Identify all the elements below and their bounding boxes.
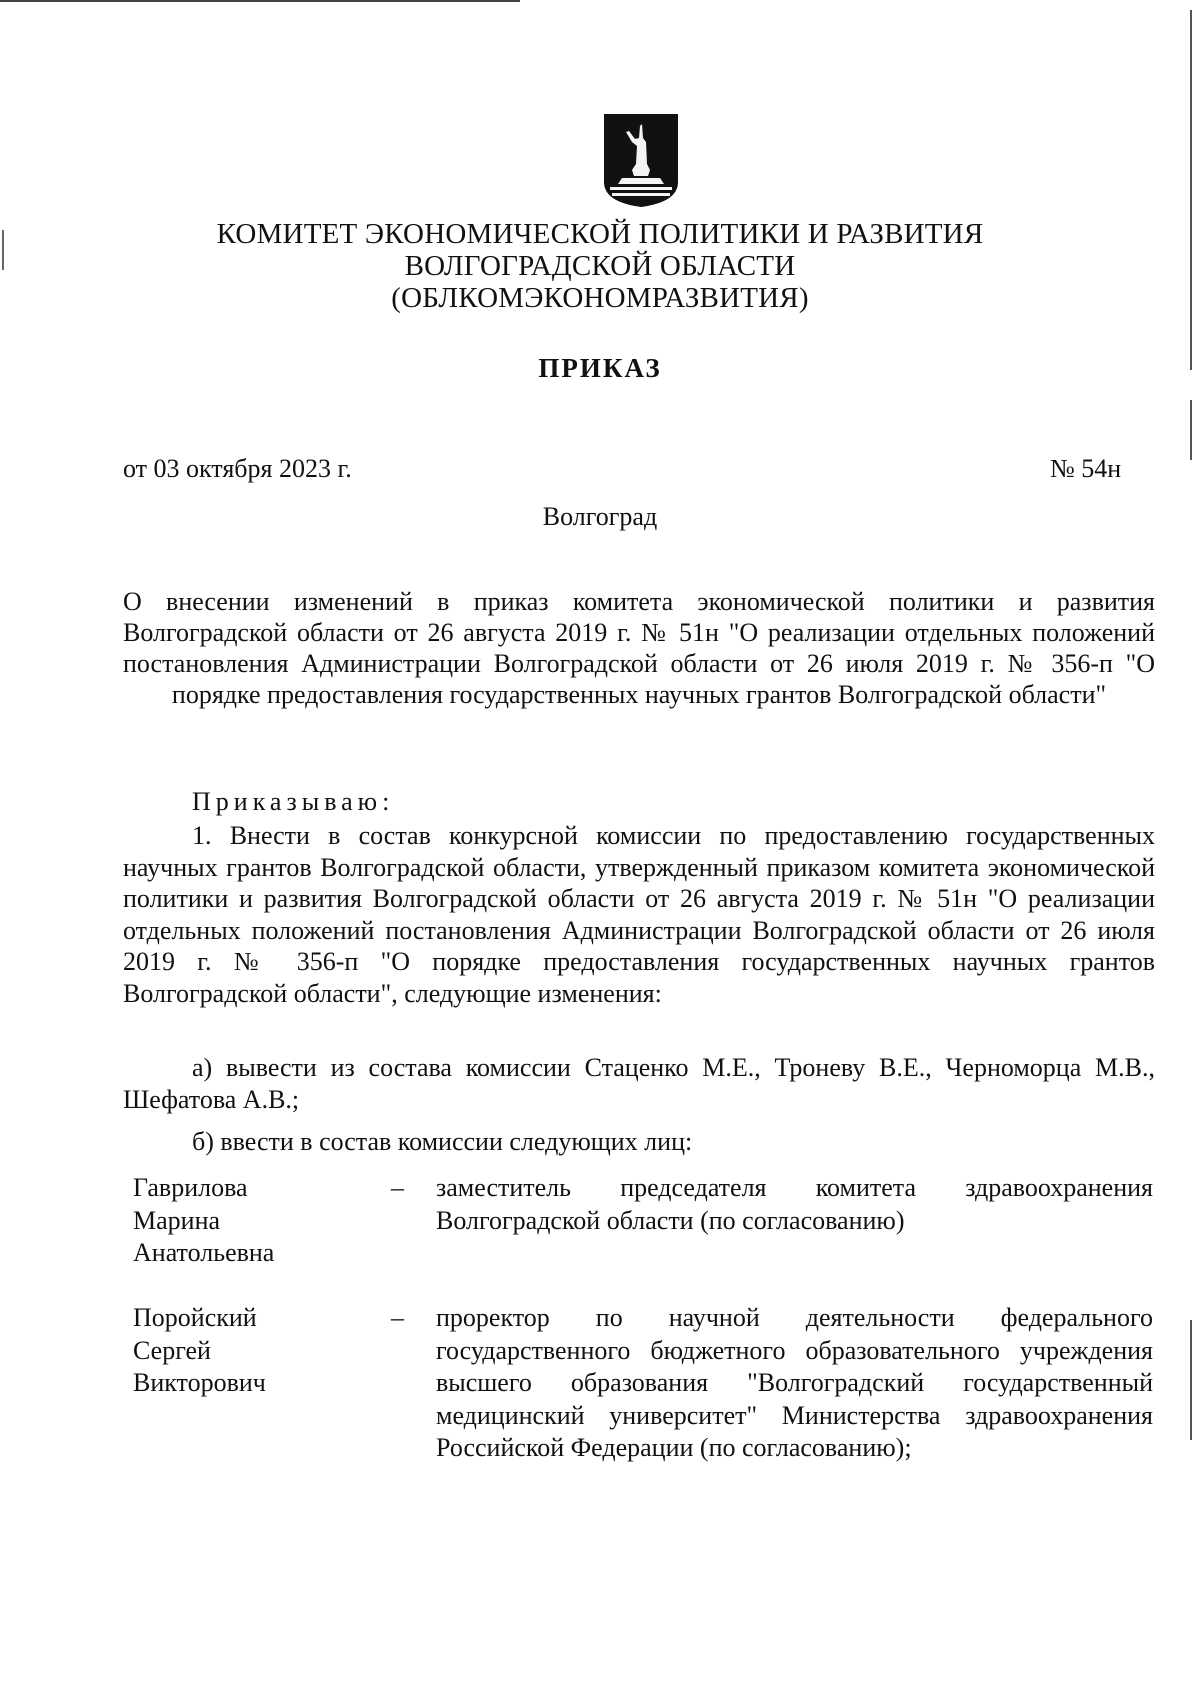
- member-full-name: [133, 1302, 363, 1400]
- member-dash: –: [391, 1173, 404, 1202]
- scan-edge: [1190, 1320, 1192, 1440]
- org-name-line-1: КОМИТЕТ ЭКОНОМИЧЕСКОЙ ПОЛИТИКИ И РАЗВИТИЯ: [216, 218, 984, 250]
- member-surname: Поройский: [133, 1303, 257, 1332]
- organization-name: [0, 218, 1200, 314]
- member-first-name: Марина: [133, 1205, 221, 1235]
- scan-edge: [0, 0, 520, 2]
- member-surname: Гаврилова: [133, 1173, 248, 1202]
- scan-edge: [1190, 400, 1192, 460]
- member-patronymic: Анатольевна: [133, 1238, 275, 1267]
- org-name-line-2: ВОЛГОГРАДСКОЙ ОБЛАСТИ: [404, 250, 796, 282]
- issue-city: Волгоград: [542, 502, 658, 531]
- order-subject: О внесении изменений в приказ комитета экономической политики и развития Волгоградской области от 26 августа 2019 г. № 51н "О реализации отдельных положений постановления Администрации Волгоградской области от 26 июля 2019 г. № 356-п "О порядке предоставления государственных научных грантов Волгоградской области": [123, 587, 1155, 709]
- org-short-name: (ОБЛКОМЭКОНОМРАЗВИТИЯ): [391, 282, 809, 314]
- member-full-name: [133, 1172, 363, 1270]
- paragraph-b: б) ввести в состав комиссии следующих лиц:: [192, 1127, 693, 1156]
- member-dash: –: [391, 1303, 404, 1332]
- paragraph-a: а) вывести из состава комиссии Стаценко М.Е., Троневу В.Е., Черноморца М.В., Шефатова А.В.;: [123, 1053, 1155, 1114]
- order-number: № 54н: [1050, 454, 1122, 483]
- volgograd-coat-of-arms-icon: [602, 112, 680, 208]
- paragraph-1: 1. Внести в состав конкурсной комиссии по предоставлению государственных научных грантов Волгоградской области, утвержденный приказом комитета экономической политики и развития Волгоградской области от 26 августа 2019 г. № 51н "О реализации отдельных положений постановления Администрации Волгоградской области от 26 июля 2019 г. № 356-п "О порядке предоставления государственных научных грантов Волгоградской области", следующие изменения:: [123, 821, 1155, 1008]
- order-date: от 03 октября 2023 г.: [123, 454, 352, 483]
- member-role: проректор по научной деятельности федерального государственного бюджетного образовательного учреждения высшего образования "Волгоградский государственный медицинский университет" Министерства здравоохранения Российской Федерации (по согласованию);: [436, 1303, 1153, 1462]
- member-first-name: Сергей: [133, 1335, 211, 1365]
- scan-edge: [1190, 10, 1192, 370]
- member-role: заместитель председателя комитета здравоохранения Волгоградской области (по согласованию): [436, 1173, 1153, 1235]
- document-type: ПРИКАЗ: [538, 353, 662, 383]
- member-patronymic: Викторович: [133, 1368, 266, 1397]
- decree-word: Приказываю:: [192, 787, 395, 816]
